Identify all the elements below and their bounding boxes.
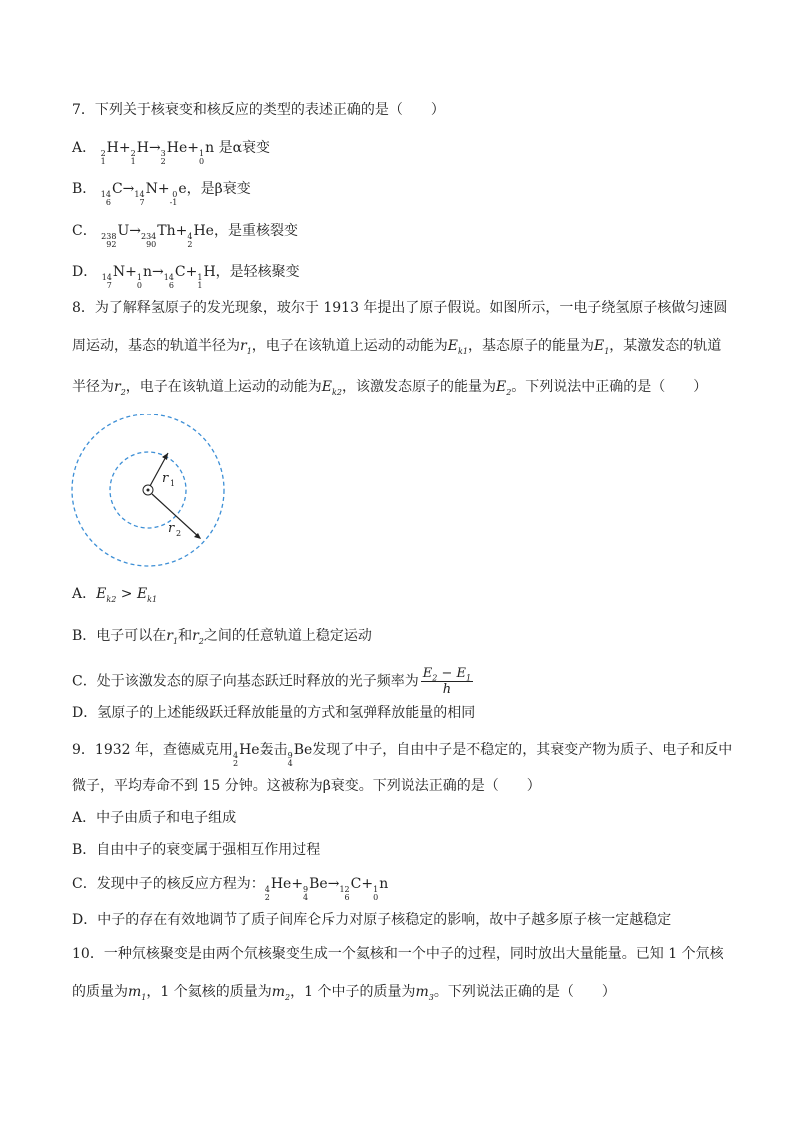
nuclide-e: 0 -1 e	[169, 181, 187, 207]
q7-option-c: C． 238 92 U→ 234 90 Th+ 4 2 He，是重核裂变	[72, 223, 298, 249]
text: ，1 个中子的质量为	[290, 984, 416, 1000]
text: 周运动，基态的轨道半径为	[72, 338, 240, 354]
text: ，某激发态的轨道	[609, 338, 722, 354]
option-letter: B．	[72, 181, 97, 197]
text: ，电子在该轨道上运动的动能为	[251, 338, 448, 354]
symbol-m3: $m_3$	[415, 984, 434, 1002]
option-letter: A．	[72, 140, 97, 156]
nuclide-n: 1 0 n	[373, 876, 389, 902]
nuclide-n: 1 0 n	[136, 264, 152, 290]
q9-option-d: D．中子的存在有效地调节了质子间库仑斥力对原子核稳定的影响，故中子越多原子核一定越稳定	[72, 912, 672, 928]
nuclide-he3: 3 2 He	[160, 140, 188, 166]
nuclide-c14: 14 6 C	[163, 264, 186, 290]
q10-line2	[72, 982, 616, 1002]
q8-line2	[72, 336, 721, 356]
q7-stem: 7．下列关于核衰变和核反应的类型的表述正确的是（ ）	[72, 102, 445, 118]
symbol-ek2: $E_{k2}$	[321, 379, 342, 397]
q8-line3	[72, 377, 707, 397]
q7-option-b: B． 14 6 C→ 14 7 N+ 0 -1 e，是β衰变	[72, 181, 251, 207]
q10-line1: 10．一种氘核聚变是由两个氘核聚变生成一个氦核和一个中子的过程，同时放出大量能量。已知 1 个氘核	[72, 946, 724, 962]
text: 发现了中子，自由中子是不稳定的，其衰变产物为质子、电子和反中	[312, 742, 733, 758]
option-letter: C．	[72, 223, 97, 239]
q8-option-c	[72, 666, 473, 697]
q7-option-a: A． 2 1 H+ 2 1 H→ 3 2 He+ 1 0 n 是α衰变	[72, 140, 271, 166]
q8-option-a: A．$E_{k2} > E_{k1}$	[72, 586, 158, 604]
symbol-r1: $r_1$	[166, 628, 179, 646]
text: 和	[178, 628, 193, 644]
label-r1-sub: 1	[170, 479, 176, 488]
q9-option-c: C．发现中子的核反应方程为： 4 2 He+ 9 4 Be→ 12 6 C+ 1 0 n	[72, 876, 389, 902]
symbol-e1: $E_1$	[593, 338, 610, 356]
symbol-e2: $E_2$	[495, 379, 512, 397]
text: ，电子在该轨道上运动的动能为	[125, 379, 322, 395]
nuclide-be9: 9 4 Be	[287, 742, 313, 768]
nuclide-n14: 14 7 N	[101, 264, 126, 290]
text: ，基态原子的能量为	[467, 338, 594, 354]
option-text: 是α衰变	[218, 140, 271, 156]
option-text: ，是轻核聚变	[215, 264, 300, 280]
text: 9．1932 年，查德威克用	[72, 742, 233, 758]
text: C．处于该激发态的原子向基态跃迁时释放的光子频率为	[72, 673, 419, 690]
nuclide-he4: 4 2 He	[233, 742, 260, 768]
text: 之间的任意轨道上稳定运动	[203, 628, 372, 644]
nuclide-th234: 234 90 Th	[141, 223, 176, 249]
text: B．电子可以在	[72, 628, 167, 644]
symbol-r2: $r_2$	[114, 379, 126, 397]
text: 。下列说法正确的是（ ）	[433, 984, 616, 1000]
nuclide-u238: 238 92 U	[101, 223, 130, 249]
option-letter: A．	[72, 586, 97, 602]
q9-line1	[72, 740, 732, 768]
q8-option-b	[72, 626, 372, 646]
nuclide-h2b: 2 1 H	[130, 140, 149, 166]
orbit-diagram	[70, 414, 230, 574]
text: ，1 个氦核的质量为	[146, 984, 272, 1000]
symbol-r1: $r_1$	[240, 338, 252, 356]
label-r2: r	[168, 521, 175, 536]
text: 。下列说法中正确的是（ ）	[511, 379, 708, 395]
q8-line1: 8．为了解释氢原子的发光现象，玻尔于 1913 年提出了原子假说。如图所示，一电子绕氢原子核做匀速圆	[72, 300, 728, 316]
q9-option-a: A．中子由质子和电子组成	[72, 810, 237, 826]
nuclide-n: 1 0 n	[199, 140, 215, 166]
q9-option-b: B．自由中子的衰变属于强相互作用过程	[72, 842, 321, 858]
fraction-e2-minus-e1-over-h: $\frac{E_2 - E_1}{h}$	[422, 666, 472, 697]
nuclide-h1: 1 1 H	[197, 264, 216, 290]
option-letter: D．	[72, 264, 98, 280]
text: ，该激发态原子的能量为	[341, 379, 496, 395]
nuclide-be9: 9 4 Be	[303, 876, 328, 902]
text: 的质量为	[72, 984, 128, 1000]
text: 半径为	[72, 379, 114, 395]
symbol-m1: $m_1$	[128, 984, 147, 1002]
nucleus-dot	[147, 489, 150, 492]
option-text: ，是β衰变	[186, 181, 251, 197]
symbol-ek2: $E_{k2}$	[96, 586, 117, 604]
label-r1: r	[162, 471, 169, 486]
option-text: ，是重核裂变	[213, 223, 298, 239]
nuclide-he4: 4 2 He	[264, 876, 292, 902]
nuclide-h2: 2 1 H	[100, 140, 119, 166]
nuclide-c14: 14 6 C	[100, 181, 123, 207]
text: C．发现中子的核反应方程为：	[72, 876, 265, 892]
label-r2-sub: 2	[176, 529, 182, 538]
symbol-m2: $m_2$	[271, 984, 291, 1002]
q8-option-d: D．氢原子的上述能级跃迁释放能量的方式和氢弹释放能量的相同	[72, 705, 476, 721]
nuclide-c12: 12 6 C	[339, 876, 362, 902]
q9-line2: 微子，平均寿命不到 15 分钟。这被称为β衰变。下列说法正确的是（ ）	[72, 778, 541, 794]
symbol-ek1: $E_{k1}$	[136, 586, 158, 604]
text: 轰击	[259, 742, 288, 758]
symbol-r2: $r_2$	[192, 628, 204, 646]
q7-option-d: D． 14 7 N+ 1 0 n→ 14 6 C+ 1 1 H，是轻核聚变	[72, 264, 300, 290]
nuclide-n14: 14 7 N	[134, 181, 158, 207]
nuclide-he4: 4 2 He	[187, 223, 214, 249]
symbol-ek1: $E_{k1}$	[447, 338, 468, 356]
